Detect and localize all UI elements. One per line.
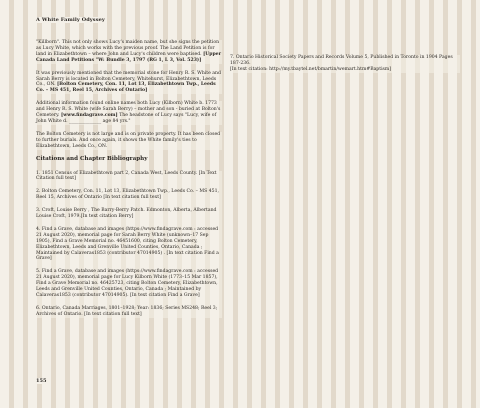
running-header: A White Family Odyssey: [36, 17, 105, 23]
paragraph-text: It was previously mentioned that the memorial stone for Henry R. S. White and Sarah Berry is located in Bolton Cemetery, Whitehurst, Elizabethtown, Leeds Co., ON.: [36, 70, 221, 88]
right-column: [230, 55, 460, 73]
paragraph-text: The Bolton Cemetery is not large and is on private property. It has been closed to further burials. And once again, it shows the White family's ties to Elizabethtown, Leeds Co., ON.: [36, 131, 221, 149]
left-column: [36, 40, 222, 325]
section-heading: Citations and Chapter Bibliography: [36, 155, 148, 162]
paragraph-text: "Killborn". This not only shows Lucy's maiden name, but she signs the petition as Lucy White, which works with the previous proof. The Land Petition is for land in Elizabethtown – where John and Lucy's children were baptised.: [36, 40, 220, 57]
bibliography-entry: 2. Bolton Cemetery, Con. 11, Lot 13, Elizabethtown Twp., Leeds Co. – MS 451, Reel 15, Archives of Ontario [In text citation full text]: [36, 189, 219, 201]
bibliography-entry: 6. Ontario, Canada Marriages, 1801–1928; Year: 1836; Series MS248; Reel 3; Archives of Ontario. [In text citation full text]: [36, 305, 218, 317]
page-number: 155: [36, 378, 47, 384]
paragraph-bolton-cemetery: [36, 132, 222, 150]
bibliography-entry: 1. 1851 Census of Elizabethtown part 2, Canada West, Leeds County. [In Text Citation full text]: [36, 170, 217, 182]
citation-bold: [Upper Canada Land Petitions "W: Bundle 3, 1797 (RG 1, L 3, Vol. 523)]: [36, 51, 222, 63]
paragraph-online-info: [36, 101, 222, 125]
citation-link-text: [In text citation: http://my.tbaytel.net/bmartin/wemart.htm#Baptism]: [230, 66, 392, 72]
citation-bold: [www.findagrave.com]: [60, 113, 118, 119]
paragraph-land-petition: [36, 40, 222, 64]
paragraph-memorial-stone: [36, 71, 222, 95]
paragraph-text-tail: The headstone of Lucy says "Lucy, wife of John White d. ______________ age 84 yrs.": [36, 113, 217, 124]
citation-bold: [Bolton Cemetery, Con. 11, Lot 13, Elizabethtown Twp., Leeds Co. – MS 451, Reel 15, Archives of Ontario]: [36, 82, 216, 94]
bibliography-list: [36, 171, 222, 318]
paragraph-text: Additional information found online names both Lucy (Kilborn) White b. 1773 and Henry R. S. White (wife Sarah Berry) – mother and son - buried at Bolton's Cemetery.: [36, 101, 221, 119]
bibliography-entry: 3. Croft, Louise Berry , The Barry-Berry Patch. Edmonton, Alberta, Albertand Louise Croft, 1979.[In text citation Berry]: [36, 208, 217, 220]
bibliography-entry: 7. Ontario Historical Society Papers and Records Volume 5, Published in Toronto in 1904 Pages 187-236.: [230, 55, 453, 66]
bibliography-entry: 5. Find a Grave, database and images (https://www.findagrave.com : accessed 21 August 2020), memorial page for Lucy Kilborn White (1773–15 Mar 1857), Find a Grave Memorial no. 46425723, citing Bolton Cemetery, Elizabethtown, Leeds and Grenville United Counties, Ontario, Canada ; Maintained by Calaveras1853 (contributor 47014905). [In text citation Find a Grave]: [36, 269, 219, 298]
bibliography-entry: 4. Find a Grave, database and images (https://www.findagrave.com : accessed 21 August 2020), memorial page for Sarah Berry White (unknown–17 Sep 1905), Find a Grave Memorial no. 46451600, citing Bolton Cemetery, Elizabethtown, Leeds and Grenville United Counties, Ontario, Canada ; Maintained by Calaveras1853 (contributor 47014905) . [In text citation Find a Grave]: [36, 226, 219, 262]
